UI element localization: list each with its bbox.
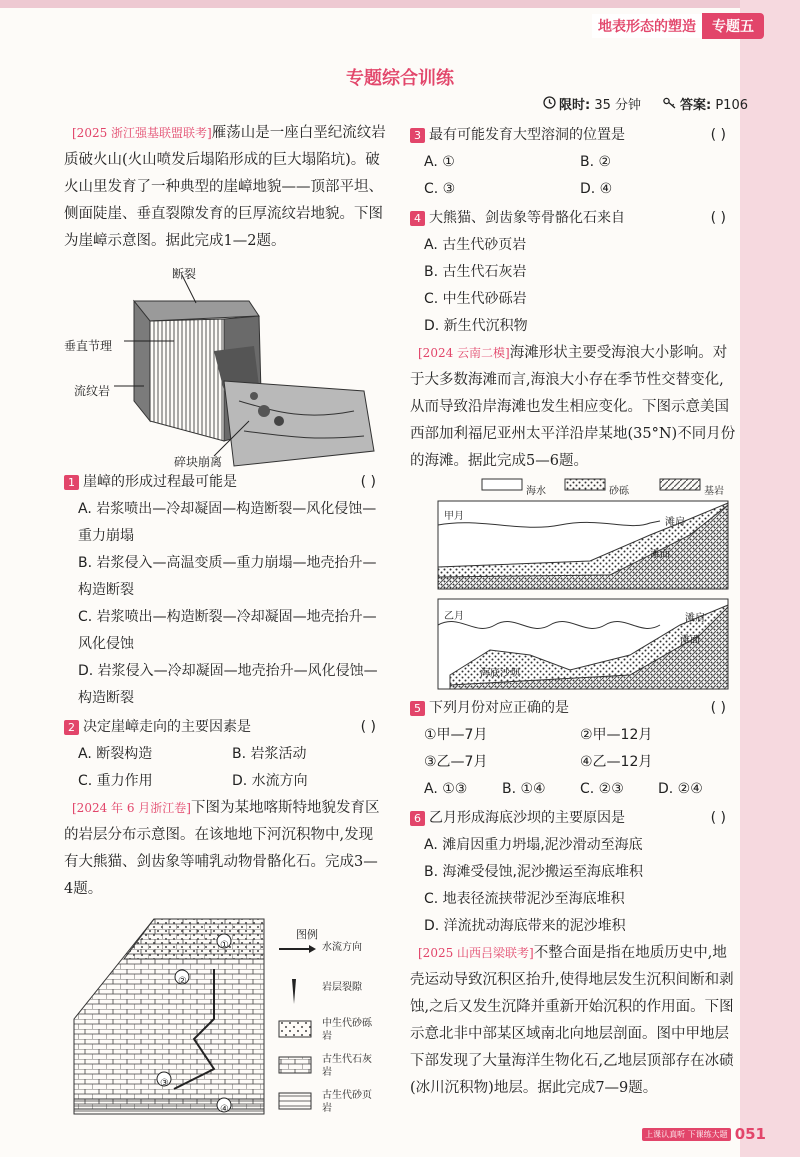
answer-page: P106 xyxy=(715,98,748,113)
question-2 xyxy=(64,714,386,795)
position-4-marker: ④ xyxy=(220,1104,229,1115)
option-a[interactable]: A. 古生代砂页岩 xyxy=(424,237,527,253)
legend-sandstone: 中生代砂砾岩 xyxy=(322,1018,372,1042)
option-b[interactable]: B. 岩浆活动 xyxy=(232,746,307,762)
option-a[interactable]: A. ① xyxy=(424,154,455,170)
question-number: 4 xyxy=(410,211,425,226)
beach-diagram xyxy=(410,475,736,693)
legend-limestone: 古生代石灰岩 xyxy=(322,1054,372,1078)
option-b[interactable]: B. 古生代石灰岩 xyxy=(424,264,527,280)
position-3-marker: ③ xyxy=(160,1078,169,1089)
label-vertical-joint: 垂直节理 xyxy=(64,339,113,353)
clock-icon xyxy=(543,96,556,113)
option-c[interactable]: C. 中生代砂砾岩 xyxy=(424,291,527,307)
answer-blank[interactable]: ( ) xyxy=(710,127,726,143)
statement-4: ④乙—12月 xyxy=(580,754,653,770)
question-stem: 下列月份对应正确的是 xyxy=(429,700,569,716)
chapter-section-title: 地表形态的塑造 xyxy=(592,14,702,38)
option-d[interactable]: D. 水流方向 xyxy=(232,773,308,789)
question-stem: 乙月形成海底沙坝的主要原因是 xyxy=(429,810,625,826)
panel-2-label: 乙月 xyxy=(444,611,464,622)
answer-blank[interactable]: ( ) xyxy=(710,810,726,826)
side-color-band xyxy=(740,0,800,1157)
option-a[interactable]: A. 滩肩因重力坍塌,泥沙滑动至海底 xyxy=(424,837,643,853)
legend-bedrock: 基岩 xyxy=(704,486,724,497)
panel-2-berm-label: 滩肩 xyxy=(685,613,705,624)
label-fault: 断裂 xyxy=(172,267,197,281)
chapter-topic-tag: 专题五 xyxy=(702,13,764,39)
question-6 xyxy=(410,805,736,940)
option-b[interactable]: B. ② xyxy=(580,154,612,170)
legend-rock-fracture: 岩层裂隙 xyxy=(322,982,362,993)
footer-slogan-badge: 上课认真听 下课练大题 xyxy=(642,1128,731,1141)
passage-text: 海滩形状主要受海浪大小影响。对于大多数海滩而言,海浪大小存在季节性交替变化,从而导致沿岸海滩也发生相应变化。下图示意美国西部加利福尼亚州太平洋沿岸某地(35°N)不同月份的海滩。据此完成5—6题。 xyxy=(410,345,736,469)
question-stem: 大熊猫、剑齿象等骨骼化石来自 xyxy=(429,210,625,226)
passage-2 xyxy=(64,795,386,903)
answer-blank[interactable]: ( ) xyxy=(360,719,376,735)
panel-2-sandbar-label: 海底沙坝 xyxy=(480,668,520,679)
legend-shale: 古生代砂页岩 xyxy=(322,1090,372,1114)
time-limit xyxy=(543,94,641,113)
legend-water-flow: 水流方向 xyxy=(322,942,362,953)
key-icon xyxy=(663,97,677,113)
question-number: 3 xyxy=(410,128,425,143)
option-c[interactable]: C. 地表径流挟带泥沙至海底堆积 xyxy=(424,891,625,907)
answer-blank[interactable]: ( ) xyxy=(710,210,726,226)
passage-text: 下图为某地喀斯特地貌发育区的岩层分布示意图。在该地地下河沉积物中,发现有大熊猫、剑齿象等哺乳动物骨骼化石。完成3—4题。 xyxy=(64,800,380,897)
legend-gravel: 砂砾 xyxy=(609,486,629,497)
option-d[interactable]: D. 岩浆侵入—冷却凝固—地壳抬升—风化侵蚀—构造断裂 xyxy=(78,663,378,706)
page-title: 专题综合训练 xyxy=(346,68,454,89)
time-label: 限时: xyxy=(558,98,591,113)
source-tag: [2024 年 6 月浙江卷] xyxy=(72,801,191,815)
question-number: 1 xyxy=(64,475,79,490)
option-d[interactable]: D. 新生代沉积物 xyxy=(424,318,528,334)
question-stem: 决定崖嶂走向的主要因素是 xyxy=(83,719,251,735)
right-column xyxy=(410,120,736,1102)
panel-2-face-label: 滩面 xyxy=(680,635,700,646)
passage-1 xyxy=(64,120,386,255)
option-c[interactable]: C. 岩浆喷出—构造断裂—冷却凝固—地壳抬升—风化侵蚀 xyxy=(78,609,377,652)
answer-ref xyxy=(663,94,748,113)
passage-text: 雁荡山是一座白垩纪流纹岩质破火山(火山喷发后塌陷形成的巨大塌陷坑)。破火山里发育了一种典型的崖嶂地貌——顶部平坦、侧面陡崖、垂直裂隙发育的巨厚流纹岩地貌。下图为崖嶂示意图。据此完成1—2题。 xyxy=(64,125,386,249)
option-c[interactable]: C. ③ xyxy=(424,181,456,197)
option-c[interactable]: C. 重力作用 xyxy=(78,773,153,789)
question-number: 5 xyxy=(410,701,425,716)
page-footer xyxy=(642,1125,766,1143)
position-1-marker: ① xyxy=(220,940,229,951)
label-debris: 碎块崩离 xyxy=(174,455,223,469)
option-b[interactable]: B. 岩浆侵入—高温变质—重力崩塌—地壳抬升—构造断裂 xyxy=(78,555,377,598)
source-tag: [2025 浙江强基联盟联考] xyxy=(72,126,212,140)
passage-4 xyxy=(410,940,736,1102)
answer-blank[interactable]: ( ) xyxy=(360,474,376,490)
question-1 xyxy=(64,469,386,712)
page-header xyxy=(592,14,764,38)
top-edge-band xyxy=(0,0,800,8)
passage-text: 不整合面是指在地质历史中,地壳运动导致沉积区抬升,使得地层发生沉积间断和剥蚀,之后又发生沉降并重新开始沉积的作用面。下图示意北非中部某区域南北向地层剖面。图中甲地层下部发现了大量海洋生物化石,乙地层顶部存在冰碛(冰川沉积物)地层。据此完成7—9题。 xyxy=(410,945,734,1096)
question-stem: 最有可能发育大型溶洞的位置是 xyxy=(429,127,625,143)
legend-title: 图例 xyxy=(296,928,318,941)
page-number: 051 xyxy=(734,1125,766,1143)
cliff-diagram xyxy=(64,261,386,467)
option-b[interactable]: B. 海滩受侵蚀,泥沙搬运至海底堆积 xyxy=(424,864,643,880)
option-c[interactable]: C. ②③ xyxy=(580,781,624,797)
source-tag: [2024 云南二模] xyxy=(418,346,510,360)
time-value: 35 分钟 xyxy=(594,98,641,113)
meta-row xyxy=(543,94,748,113)
question-number: 6 xyxy=(410,811,425,826)
answer-blank[interactable]: ( ) xyxy=(710,700,726,716)
option-a[interactable]: A. 断裂构造 xyxy=(78,746,153,762)
panel-1-berm-label: 滩肩 xyxy=(665,517,685,528)
statement-3: ③乙—7月 xyxy=(424,754,488,770)
panel-1-face-label: 滩面 xyxy=(650,549,670,560)
source-tag: [2025 山西吕梁联考] xyxy=(418,946,534,960)
question-number: 2 xyxy=(64,720,79,735)
question-5 xyxy=(410,695,736,803)
answer-label: 答案: xyxy=(680,98,712,113)
question-stem: 崖嶂的形成过程最可能是 xyxy=(83,474,237,490)
statement-2: ②甲—12月 xyxy=(580,727,653,743)
option-d[interactable]: D. 洋流扰动海底带来的泥沙堆积 xyxy=(424,918,626,934)
option-a[interactable]: A. 岩浆喷出—冷却凝固—构造断裂—风化侵蚀—重力崩塌 xyxy=(78,501,377,544)
option-a[interactable]: A. ①③ xyxy=(424,781,468,797)
question-4 xyxy=(410,205,736,340)
question-3 xyxy=(410,122,736,203)
statement-1: ①甲—7月 xyxy=(424,727,488,743)
left-column xyxy=(64,120,386,1119)
label-rhyolite: 流纹岩 xyxy=(74,384,111,398)
karst-strata-diagram xyxy=(64,909,386,1119)
panel-1-label: 甲月 xyxy=(444,511,464,522)
legend-seawater: 海水 xyxy=(526,486,546,497)
position-2-marker: ② xyxy=(178,976,187,987)
passage-3 xyxy=(410,340,736,475)
option-d[interactable]: D. ④ xyxy=(580,181,613,197)
option-d[interactable]: D. ②④ xyxy=(658,781,703,797)
option-b[interactable]: B. ①④ xyxy=(502,781,546,797)
